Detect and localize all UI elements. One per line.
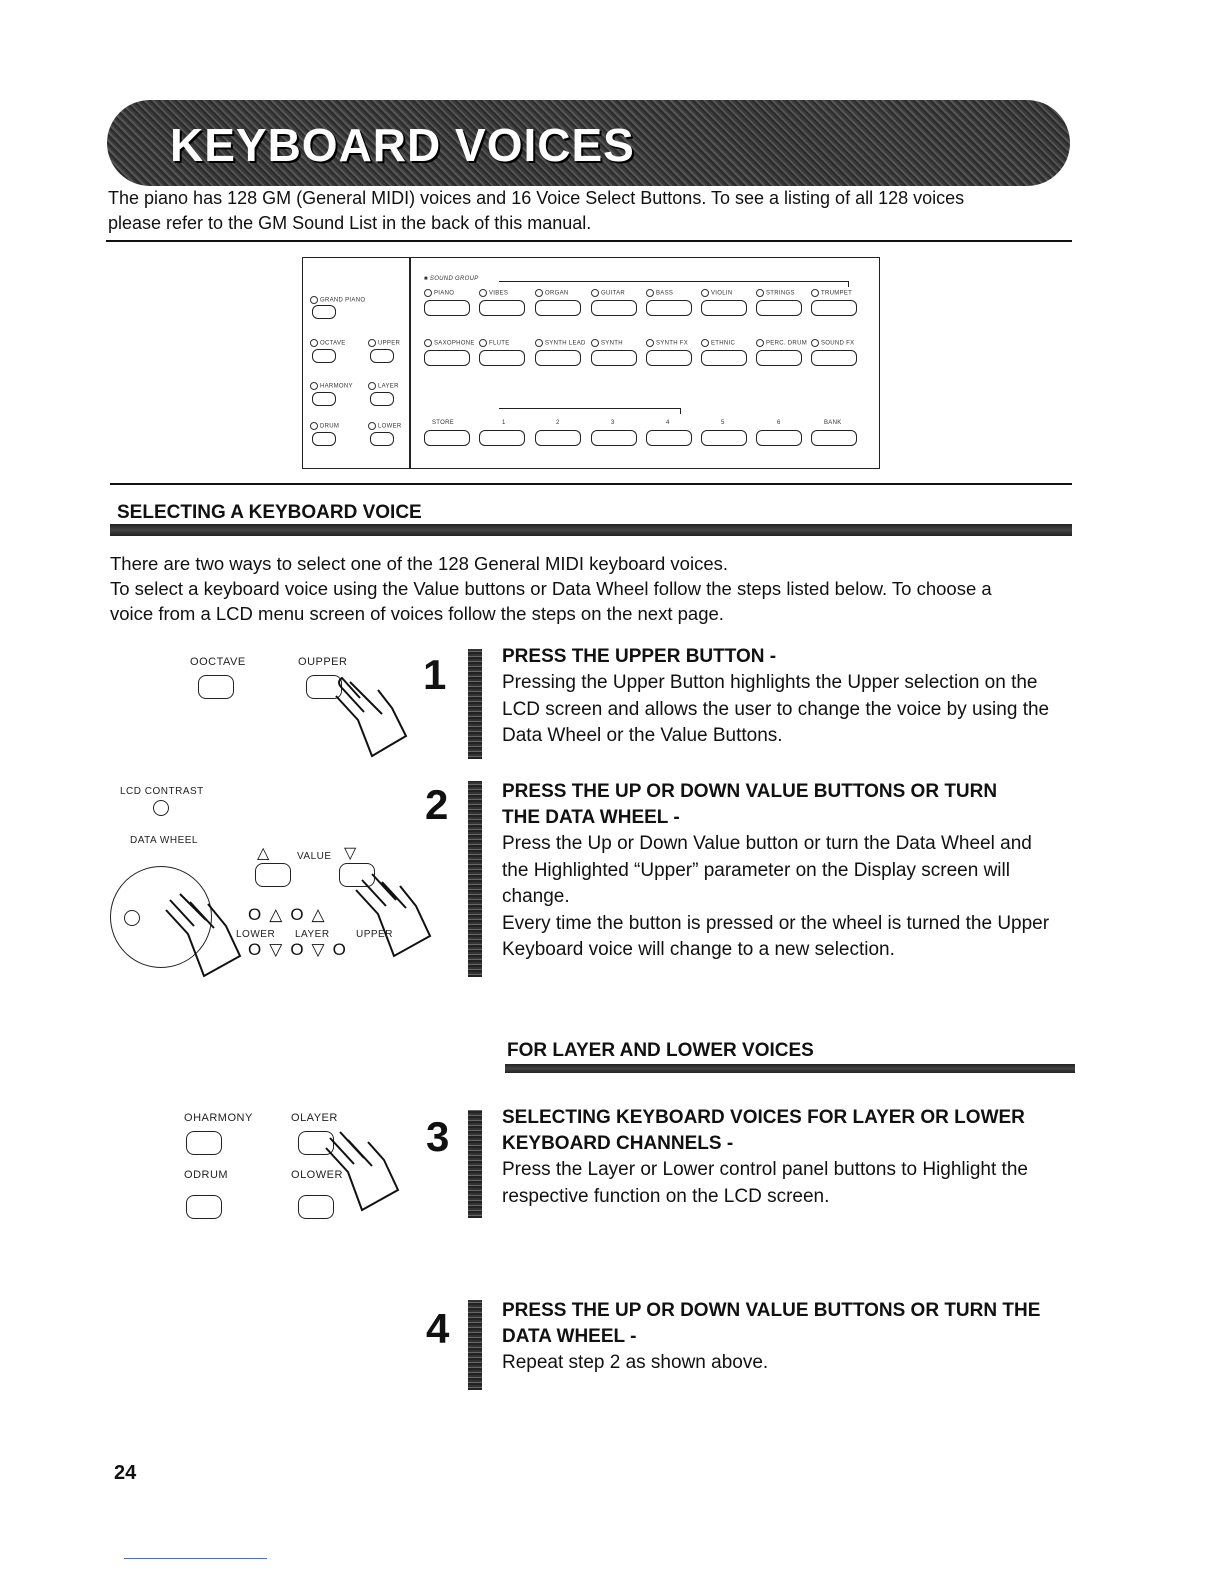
step-number-4: 4 — [426, 1305, 450, 1352]
step-1-block — [502, 644, 1082, 750]
illus-drum-button[interactable] — [186, 1195, 222, 1219]
intro-line-2: please refer to the GM Sound List in the back of this manual. — [108, 213, 592, 233]
value-up-arrow-icon: △ — [257, 845, 270, 862]
step-2-line-2: the Highlighted “Upper” parameter on the Display screen will — [502, 859, 1010, 881]
panel-label-layer: LAYER — [368, 382, 399, 390]
panel-label-harmony: HARMONY — [310, 382, 353, 390]
panel-label-octave: OCTAVE — [310, 339, 346, 347]
step-4-heading-line-2: DATA WHEEL - — [502, 1326, 637, 1347]
panel-button-layer[interactable] — [370, 392, 394, 406]
voice-label-bass: BASS — [646, 289, 673, 297]
panel-button-lower[interactable] — [370, 432, 394, 446]
page-number: 24 — [114, 1462, 137, 1484]
voice-button-strings[interactable] — [756, 300, 802, 316]
illus-octave-button[interactable] — [198, 675, 234, 699]
illus-harmony-label: OHARMONY — [184, 1112, 253, 1124]
voice-button-violin[interactable] — [701, 300, 747, 316]
voice-label-perc-drum: PERC. DRUM — [756, 339, 807, 347]
sound-group-label: ■ SOUND GROUP — [424, 276, 479, 282]
layer-label: LAYER — [295, 929, 330, 940]
memory-label-4: 4 — [666, 420, 670, 426]
panel-button-drum[interactable] — [312, 432, 336, 446]
memory-label-1: 1 — [502, 420, 506, 426]
footer-line — [124, 1558, 267, 1559]
bank-label: BANK — [824, 420, 842, 426]
section-bar-selecting — [110, 524, 1072, 536]
step-bar-1 — [468, 649, 482, 759]
step-4-heading-line-1: PRESS THE UP OR DOWN VALUE BUTTONS OR TURN THE — [502, 1300, 1041, 1321]
step-2-heading-line-2: THE DATA WHEEL - — [502, 807, 680, 828]
voice-button-bass[interactable] — [646, 300, 692, 316]
voice-button-saxophone[interactable] — [424, 350, 470, 366]
voice-label-ethnic: ETHNIC — [701, 339, 735, 347]
value-label: VALUE — [297, 851, 332, 862]
voice-button-guitar[interactable] — [591, 300, 637, 316]
pointing-hand-icon — [312, 660, 412, 770]
memory-group-line — [499, 408, 681, 409]
value-indicator-row-top: O△O△ — [248, 905, 333, 924]
panel-label-grand-piano: GRAND PIANO — [310, 296, 365, 304]
illus-harmony-button[interactable] — [186, 1131, 222, 1155]
step-2-block — [502, 779, 1082, 964]
voice-button-trumpet[interactable] — [811, 300, 857, 316]
step-1-heading: PRESS THE UPPER BUTTON - — [502, 646, 777, 667]
sound-group-line — [499, 281, 849, 282]
step-number-1: 1 — [423, 651, 447, 698]
voice-button-flute[interactable] — [479, 350, 525, 366]
panel-button-grand-piano[interactable] — [312, 305, 336, 319]
voice-label-piano: PIANO — [424, 289, 454, 297]
section-title-layer-lower: FOR LAYER AND LOWER VOICES — [507, 1040, 814, 1061]
voice-button-synth-lead[interactable] — [535, 350, 581, 366]
section-para-1: There are two ways to select one of the 128 General MIDI keyboard voices. — [110, 553, 729, 574]
step-2-line-3: change. — [502, 886, 570, 907]
step-4-block — [502, 1298, 1092, 1377]
step-2-heading-line-1: PRESS THE UP OR DOWN VALUE BUTTONS OR TURN — [502, 781, 998, 802]
voice-button-sound-fx[interactable] — [811, 350, 857, 366]
store-button[interactable] — [424, 430, 470, 446]
panel-button-octave[interactable] — [312, 349, 336, 363]
voice-label-flute: FLUTE — [479, 339, 510, 347]
step-2-line-1: Press the Up or Down Value button or turn the Data Wheel and — [502, 833, 1032, 854]
voice-button-piano[interactable] — [424, 300, 470, 316]
section-para-2-line-2: voice from a LCD menu screen of voices follow the steps on the next page. — [110, 603, 724, 624]
memory-button-6[interactable] — [756, 430, 802, 446]
voice-label-strings: STRINGS — [756, 289, 795, 297]
memory-button-4[interactable] — [646, 430, 692, 446]
panel-label-upper: UPPER — [368, 339, 400, 347]
step-3-line-2: respective function on the LCD screen. — [502, 1185, 830, 1207]
voice-label-trumpet: TRUMPET — [811, 289, 852, 297]
voice-label-saxophone: SAXOPHONE — [424, 339, 475, 347]
voice-label-sound-fx: SOUND FX — [811, 339, 854, 347]
step-bar-2 — [468, 781, 482, 977]
voice-button-vibes[interactable] — [479, 300, 525, 316]
value-down-arrow-icon: ▽ — [344, 845, 357, 862]
section-title-selecting: SELECTING A KEYBOARD VOICE — [117, 502, 422, 523]
bank-button[interactable] — [811, 430, 857, 446]
voice-button-synth[interactable] — [591, 350, 637, 366]
intro-line-1: The piano has 128 GM (General MIDI) voices and 16 Voice Select Buttons. To see a listing of all 128 voices — [108, 188, 965, 208]
step-3-heading-line-1: SELECTING KEYBOARD VOICES FOR LAYER OR LOWER — [502, 1107, 1025, 1128]
memory-label-2: 2 — [556, 420, 560, 426]
value-indicator-row-bottom: O▽O▽O — [248, 940, 354, 959]
lcd-contrast-knob[interactable] — [153, 800, 169, 816]
step-number-3: 3 — [426, 1113, 450, 1160]
illus-lower-label: OLOWER — [291, 1169, 343, 1181]
memory-button-1[interactable] — [479, 430, 525, 446]
memory-label-6: 6 — [777, 420, 781, 426]
lower-label: LOWER — [236, 929, 276, 940]
voice-button-ethnic[interactable] — [701, 350, 747, 366]
intro-rule — [106, 240, 1072, 242]
step-4-line-1: Repeat step 2 as shown above. — [502, 1352, 769, 1373]
panel-label-lower: LOWER — [368, 422, 402, 430]
sound-group-line-tick — [848, 281, 849, 287]
data-wheel-label: DATA WHEEL — [130, 835, 198, 846]
step-1-line-2: LCD screen and allows the user to change the voice by using the — [502, 698, 1050, 720]
step-2-line-4: Every time the button is pressed or the wheel is turned the Upper — [502, 912, 1050, 934]
voice-label-violin: VIOLIN — [701, 289, 732, 297]
pointing-hand-icon-3 — [310, 1118, 410, 1228]
lcd-contrast-label: LCD CONTRAST — [120, 786, 204, 797]
intro-text — [108, 186, 1068, 236]
panel-label-drum: DRUM — [310, 422, 339, 430]
step-1-line-1: Pressing the Upper Button highlights the Upper selection on the — [502, 672, 1038, 693]
step-2-line-5: Keyboard voice will change to a new selection. — [502, 939, 895, 960]
store-label: STORE — [432, 420, 455, 426]
voice-label-synth-fx: SYNTH FX — [646, 339, 688, 347]
page-title: KEYBOARD VOICES — [170, 119, 635, 171]
memory-button-3[interactable] — [591, 430, 637, 446]
step-3-heading-line-2: KEYBOARD CHANNELS - — [502, 1133, 734, 1154]
section-rule — [110, 483, 1072, 485]
panel-button-harmony[interactable] — [312, 392, 336, 406]
section-intro — [110, 551, 1080, 626]
voice-button-synth-fx[interactable] — [646, 350, 692, 366]
voice-label-synth-lead: SYNTH LEAD — [535, 339, 586, 347]
step-1-line-3: Data Wheel or the Value Buttons. — [502, 725, 783, 746]
voice-label-vibes: VIBES — [479, 289, 508, 297]
illus-drum-label: ODRUM — [184, 1169, 229, 1181]
illus-layer-label: OLAYER — [291, 1112, 338, 1124]
voice-label-guitar: GUITAR — [591, 289, 625, 297]
data-wheel-grip — [124, 910, 140, 926]
step-number-2: 2 — [425, 781, 449, 828]
voice-button-organ[interactable] — [535, 300, 581, 316]
step-bar-4 — [468, 1300, 482, 1390]
memory-group-line-tick — [680, 408, 681, 414]
section-para-2-line-1: To select a keyboard voice using the Value buttons or Data Wheel follow the steps listed below. To choose a — [110, 578, 992, 599]
voice-button-perc-drum[interactable] — [756, 350, 802, 366]
step-bar-3 — [468, 1110, 482, 1218]
memory-button-2[interactable] — [535, 430, 581, 446]
panel-divider — [409, 257, 411, 468]
voice-label-organ: ORGAN — [535, 289, 569, 297]
illus-upper-label: OUPPER — [298, 656, 348, 668]
illus-octave-label: OOCTAVE — [190, 656, 246, 668]
voice-label-synth: SYNTH — [591, 339, 623, 347]
memory-button-5[interactable] — [701, 430, 747, 446]
upper-label: UPPER — [356, 929, 393, 940]
step-3-block — [502, 1105, 1082, 1210]
step-3-line-1: Press the Layer or Lower control panel buttons to Highlight the — [502, 1159, 1028, 1180]
section-bar-layer-lower — [505, 1064, 1075, 1073]
memory-label-3: 3 — [611, 420, 615, 426]
panel-button-upper[interactable] — [370, 349, 394, 363]
memory-label-5: 5 — [721, 420, 725, 426]
